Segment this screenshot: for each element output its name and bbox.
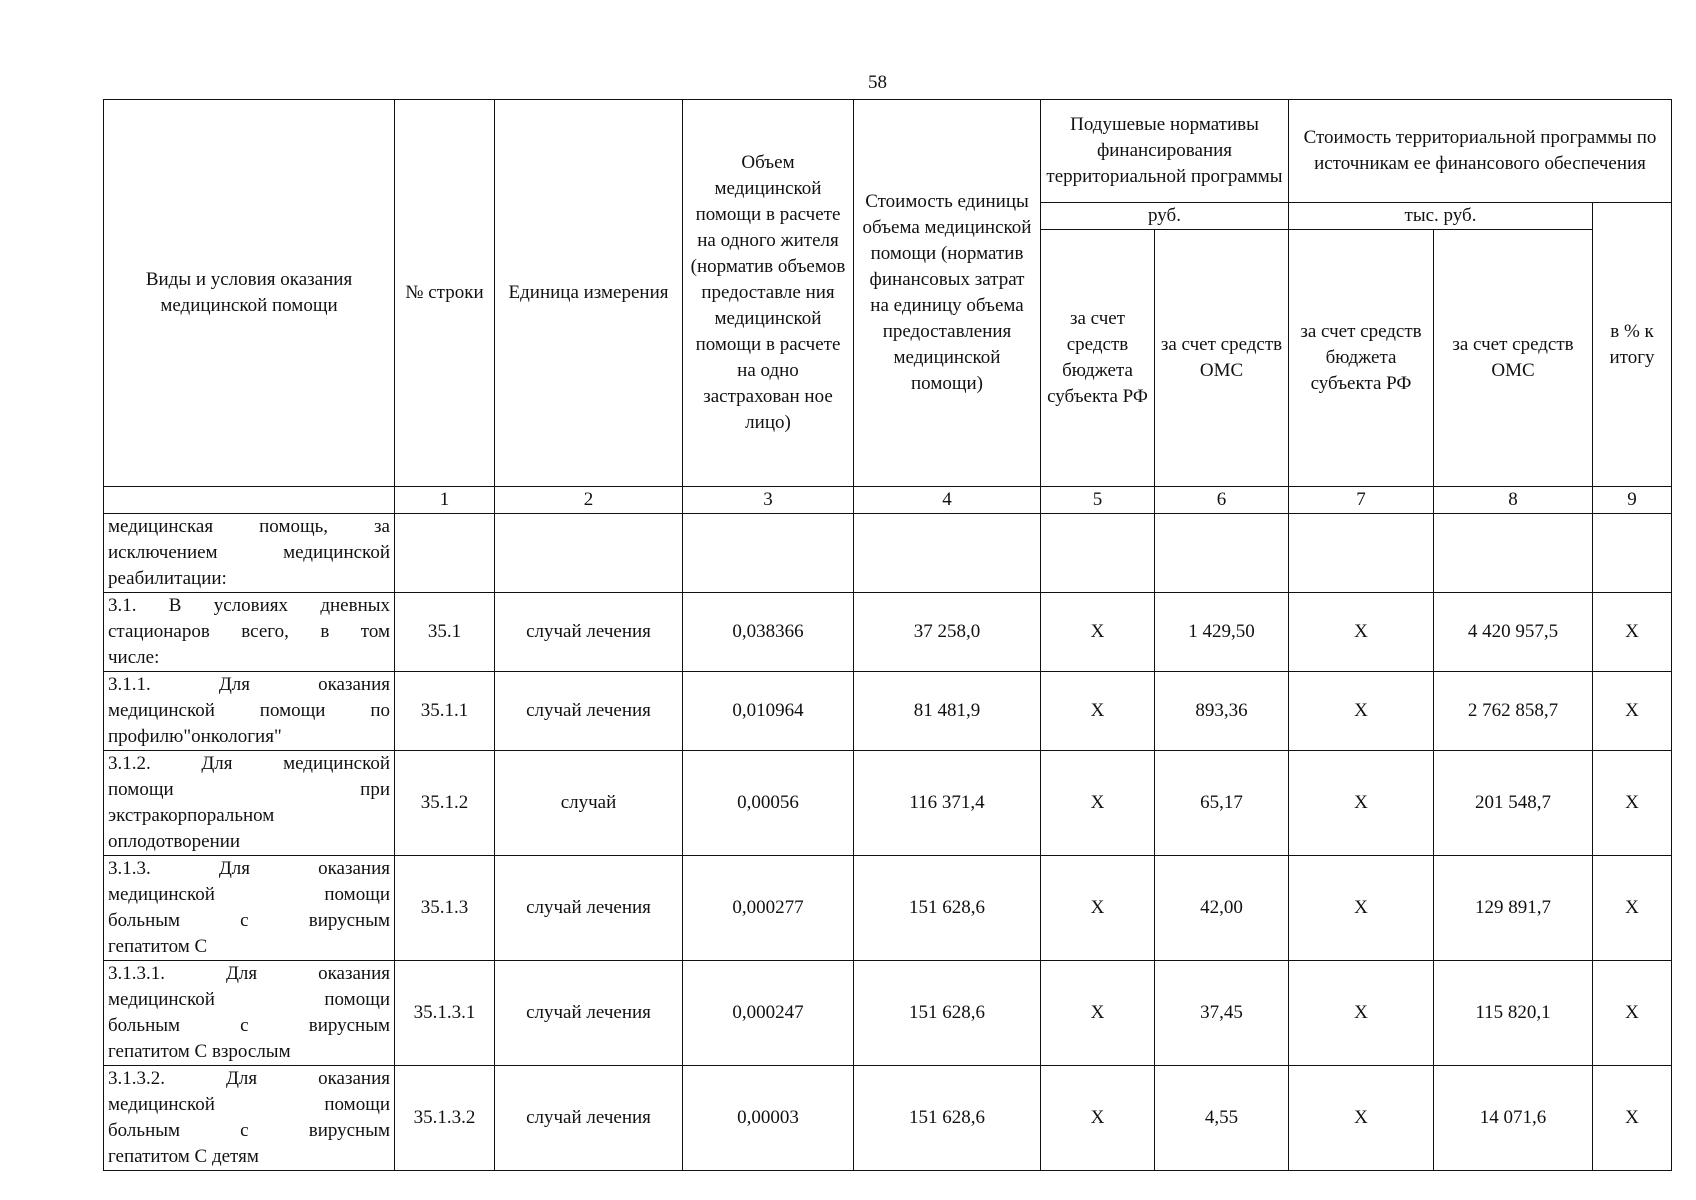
- row-description: [104, 751, 395, 856]
- row-number-cell: 35.1.1: [395, 672, 495, 751]
- row-description-line: медицинской помощи: [108, 989, 390, 1010]
- budget-7-cell: X: [1289, 672, 1434, 751]
- row-number-cell: 35.1.3.2: [395, 1066, 495, 1171]
- unit-cost-cell: 151 628,6: [854, 961, 1041, 1066]
- table-row: [104, 751, 1672, 856]
- row-description-line: помощи при: [108, 779, 390, 800]
- percent-cell: X: [1593, 961, 1672, 1066]
- header-budget-7: за счет средств бюджета субъекта РФ: [1289, 230, 1434, 487]
- column-number: 2: [495, 487, 683, 514]
- row-description-line: 3.1. В условиях дневных: [108, 595, 390, 616]
- row-description-line: гепатитом С детям: [108, 1146, 259, 1167]
- row-description-line: оплодотворении: [108, 831, 241, 852]
- oms-8-cell: [1434, 514, 1593, 593]
- column-number: 5: [1041, 487, 1155, 514]
- percent-cell: X: [1593, 593, 1672, 672]
- budget-7-cell: [1289, 514, 1434, 593]
- row-description-line: медицинской помощи: [108, 1094, 390, 1115]
- oms-6-cell: 4,55: [1155, 1066, 1289, 1171]
- budget-5-cell: X: [1041, 672, 1155, 751]
- row-description: [104, 672, 395, 751]
- row-description-line: медицинской помощи: [108, 884, 390, 905]
- unit-cell: случай лечения: [495, 1066, 683, 1171]
- unit-cost-cell: 151 628,6: [854, 856, 1041, 961]
- unit-cell: случай лечения: [495, 961, 683, 1066]
- oms-8-cell: 129 891,7: [1434, 856, 1593, 961]
- table-row: [104, 1066, 1672, 1171]
- budget-7-cell: X: [1289, 961, 1434, 1066]
- row-description: [104, 856, 395, 961]
- oms-8-cell: 115 820,1: [1434, 961, 1593, 1066]
- unit-cost-cell: 151 628,6: [854, 1066, 1041, 1171]
- header-oms-6: за счет средств ОМС: [1155, 230, 1289, 487]
- oms-6-cell: 42,00: [1155, 856, 1289, 961]
- header-per-capita-group: Подушевые нормативы финансирования территориальной программы: [1041, 100, 1289, 203]
- table-row: [104, 672, 1672, 751]
- table-row: [104, 593, 1672, 672]
- row-description: [104, 1066, 395, 1171]
- row-description-line: гепатитом С: [108, 936, 208, 957]
- header-percent: в % к итогу: [1593, 203, 1672, 487]
- oms-6-cell: 37,45: [1155, 961, 1289, 1066]
- row-number-cell: 35.1.3: [395, 856, 495, 961]
- column-number: 3: [683, 487, 854, 514]
- row-description-line: 3.1.3.1. Для оказания: [108, 963, 390, 984]
- volume-cell: [683, 514, 854, 593]
- budget-5-cell: X: [1041, 1066, 1155, 1171]
- oms-8-cell: 201 548,7: [1434, 751, 1593, 856]
- unit-cost-cell: 81 481,9: [854, 672, 1041, 751]
- header-unit-thousand-rub: тыс. руб.: [1289, 203, 1593, 230]
- budget-5-cell: X: [1041, 593, 1155, 672]
- budget-7-cell: X: [1289, 856, 1434, 961]
- volume-cell: 0,010964: [683, 672, 854, 751]
- volume-cell: 0,000277: [683, 856, 854, 961]
- percent-cell: X: [1593, 1066, 1672, 1171]
- row-description-line: стационаров всего, в том: [108, 621, 390, 642]
- row-description-line: 3.1.3.2. Для оказания: [108, 1068, 390, 1089]
- column-numbers-row: [104, 487, 1672, 514]
- unit-cell: [495, 514, 683, 593]
- header-types: Виды и условия оказания медицинской помощи: [104, 100, 395, 487]
- row-description-line: 3.1.1. Для оказания: [108, 674, 390, 695]
- unit-cell: случай: [495, 751, 683, 856]
- row-number-cell: 35.1: [395, 593, 495, 672]
- row-description: [104, 961, 395, 1066]
- row-description-line: профилю"онкология": [108, 726, 282, 747]
- column-number: 4: [854, 487, 1041, 514]
- column-number: 7: [1289, 487, 1434, 514]
- volume-cell: 0,038366: [683, 593, 854, 672]
- row-description-line: больным с вирусным: [108, 1015, 390, 1036]
- budget-7-cell: X: [1289, 593, 1434, 672]
- row-description-line: больным с вирусным: [108, 1120, 390, 1141]
- row-number-cell: 35.1.3.1: [395, 961, 495, 1066]
- header-program-cost-group: Стоимость территориальной программы по источникам ее финансового обеспечения: [1289, 100, 1672, 203]
- oms-6-cell: 65,17: [1155, 751, 1289, 856]
- table-row: [104, 961, 1672, 1066]
- header-unit-rub: руб.: [1041, 203, 1289, 230]
- header-budget-5: за счет средств бюджета субъекта РФ: [1041, 230, 1155, 487]
- column-number: 9: [1593, 487, 1672, 514]
- oms-8-cell: 4 420 957,5: [1434, 593, 1593, 672]
- header-volume: Объем медицинской помощи в расчете на одного жителя (норматив объемов предоставле ния медицинской помощи в расчете на одно застрахован ное лицо): [683, 100, 854, 487]
- row-description-line: больным с вирусным: [108, 910, 390, 931]
- budget-7-cell: X: [1289, 1066, 1434, 1171]
- row-description-line: медицинской помощи по: [108, 700, 390, 721]
- table-row: [104, 514, 1672, 593]
- budget-5-cell: [1041, 514, 1155, 593]
- row-description: [104, 514, 395, 593]
- unit-cell: случай лечения: [495, 856, 683, 961]
- oms-8-cell: 14 071,6: [1434, 1066, 1593, 1171]
- unit-cost-cell: 116 371,4: [854, 751, 1041, 856]
- volume-cell: 0,00056: [683, 751, 854, 856]
- oms-6-cell: [1155, 514, 1289, 593]
- budget-5-cell: X: [1041, 751, 1155, 856]
- column-number: 1: [395, 487, 495, 514]
- percent-cell: [1593, 514, 1672, 593]
- header-row-number: № строки: [395, 100, 495, 487]
- row-number-cell: 35.1.2: [395, 751, 495, 856]
- oms-6-cell: 1 429,50: [1155, 593, 1289, 672]
- row-description-line: гепатитом С взрослым: [108, 1041, 291, 1062]
- row-description-line: исключением медицинской: [108, 542, 390, 563]
- unit-cost-cell: [854, 514, 1041, 593]
- budget-7-cell: X: [1289, 751, 1434, 856]
- column-number: 6: [1155, 487, 1289, 514]
- percent-cell: X: [1593, 751, 1672, 856]
- volume-cell: 0,000247: [683, 961, 854, 1066]
- row-number-cell: [395, 514, 495, 593]
- volume-cell: 0,00003: [683, 1066, 854, 1171]
- budget-5-cell: X: [1041, 856, 1155, 961]
- row-description-line: реабилитации:: [108, 568, 227, 589]
- header-unit: Единица измерения: [495, 100, 683, 487]
- unit-cell: случай лечения: [495, 593, 683, 672]
- row-description: [104, 593, 395, 672]
- oms-6-cell: 893,36: [1155, 672, 1289, 751]
- table-row: [104, 856, 1672, 961]
- percent-cell: X: [1593, 672, 1672, 751]
- row-description-line: 3.1.3. Для оказания: [108, 858, 390, 879]
- column-number: 8: [1434, 487, 1593, 514]
- column-number: [104, 487, 395, 514]
- header-oms-8: за счет средств ОМС: [1434, 230, 1593, 487]
- row-description-line: 3.1.2. Для медицинской: [108, 753, 390, 774]
- row-description-line: числе:: [108, 647, 160, 668]
- unit-cost-cell: 37 258,0: [854, 593, 1041, 672]
- oms-8-cell: 2 762 858,7: [1434, 672, 1593, 751]
- budget-5-cell: X: [1041, 961, 1155, 1066]
- percent-cell: X: [1593, 856, 1672, 961]
- row-description-line: экстракорпоральном: [108, 805, 275, 826]
- financing-table: [103, 99, 1672, 1171]
- page-number: 58: [868, 72, 887, 93]
- row-description-line: медицинская помощь, за: [108, 516, 390, 537]
- header-unit-cost: Стоимость единицы объема медицинской помощи (норматив финансовых затрат на единицу объема предоставления медицинской помощи): [854, 100, 1041, 487]
- unit-cell: случай лечения: [495, 672, 683, 751]
